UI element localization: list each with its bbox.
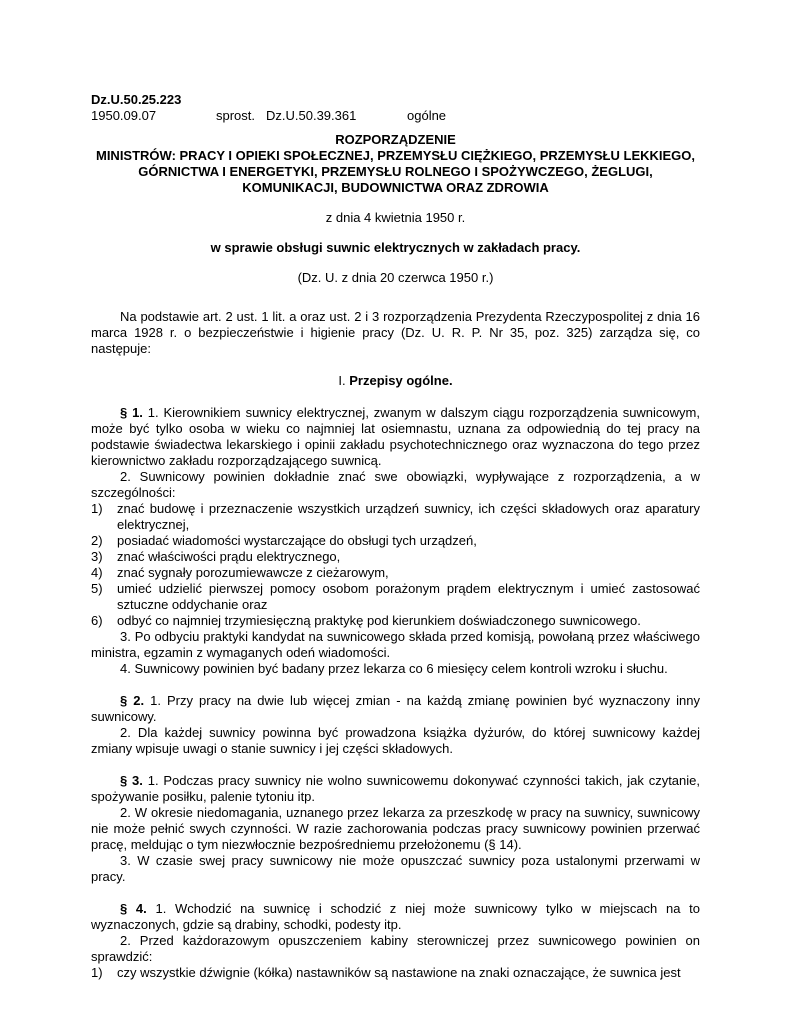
section-paragraph	[91, 693, 700, 725]
publication-note: (Dz. U. z dnia 20 czerwca 1950 r.)	[297, 270, 494, 285]
list-item	[91, 501, 700, 533]
section-paragraph: 2. Suwnicowy powinien dokładnie znać swe obowiązki, wypływające z rozporządzenia, a w szczególności:	[91, 469, 700, 500]
list-text: umieć udzielić pierwszej pomocy osobom porażonym prądem elektrycznym i umieć zastosować sztuczne oddychanie oraz	[117, 581, 700, 612]
list-number: 1)	[91, 501, 103, 516]
document-meta-row	[91, 108, 700, 124]
section-mark: § 3.	[120, 773, 143, 788]
document-page	[91, 92, 700, 981]
section-mark: § 2.	[120, 693, 145, 708]
list-item	[91, 533, 700, 549]
list-number: 4)	[91, 565, 103, 580]
section-paragraph: 3. Po odbyciu praktyki kandydat na suwnicowego składa przed komisją, powołaną przez właściwego ministra, egzamin z wymaganych odeń wiadomości.	[91, 629, 700, 660]
section-paragraph: 3. W czasie swej pracy suwnicowy nie może opuszczać suwnicy poza ustalonymi przerwami w pracy.	[91, 853, 700, 884]
list-text: odbyć co najmniej trzymiesięczną praktykę pod kierunkiem doświadczonego suwnicowego.	[117, 613, 641, 628]
paragraph-text: 1. Podczas pracy suwnicy nie wolno suwnicowemu dokonywać czynności takich, jak czytanie, spożywanie posiłku, palenie tytoniu itp.	[91, 773, 700, 804]
list-number: 2)	[91, 533, 103, 548]
preamble: Na podstawie art. 2 ust. 1 lit. a oraz ust. 2 i 3 rozporządzenia Prezydenta Rzeczypospolitej z dnia 16 marca 1928 r. o bezpieczeństwie i higienie pracy (Dz. U. R. P. Nr 35, poz. 325) zarządza się, co następuje:	[91, 309, 700, 356]
section-paragraph: 4. Suwnicowy powinien być badany przez lekarza co 6 miesięcy celem kontroli wzroku i słuchu.	[120, 661, 668, 676]
list-number: 3)	[91, 549, 103, 564]
act-date: z dnia 4 kwietnia 1950 r.	[325, 210, 466, 225]
section-paragraph: 2. W okresie niedomagania, uznanego przez lekarza za przeszkodę w pracy na suwnicy, suwnicowy nie może pełnić swych czynności. W razie zachorowania podczas pracy suwnicowy powinien przerwać pracę, meldując o tym niezwłocznie bezpośredniemu przełożonemu (§ 14).	[91, 805, 700, 852]
list-item	[91, 965, 700, 981]
title-line: ROZPORZĄDZENIE	[335, 132, 456, 147]
list-number: 6)	[91, 613, 103, 628]
list-item	[91, 613, 700, 629]
section-paragraph: 2. Przed każdorazowym opuszczeniem kabiny sterowniczej przez suwnicowego powinien on sprawdzić:	[91, 933, 700, 964]
document-date: 1950.09.07	[91, 108, 157, 123]
list-text: znać sygnały porozumiewawcze z cieżarowym,	[117, 565, 389, 580]
checks-list	[91, 965, 700, 981]
sprost-reference: Dz.U.50.39.361	[266, 108, 357, 123]
title-line: KOMUNIKACJI, BUDOWNICTWA ORAZ ZDROWIA	[242, 180, 549, 195]
requirements-list	[91, 501, 700, 629]
section-paragraph	[91, 773, 700, 805]
title-line: MINISTRÓW: PRACY I OPIEKI SPOŁECZNEJ, PRZEMYSŁU CIĘŻKIEGO, PRZEMYSŁU LEKKIEGO,	[95, 148, 696, 163]
section-3	[91, 773, 700, 885]
title-line: GÓRNICTWA I ENERGETYKI, PRZEMYSŁU ROLNEGO I SPOŻYWCZEGO, ŻEGLUGI,	[138, 164, 653, 179]
section-1	[91, 405, 700, 677]
document-title	[91, 132, 700, 196]
chapter-title: Przepisy ogólne.	[349, 373, 453, 388]
list-item	[91, 549, 700, 565]
chapter-heading: I. Przepisy ogólne.	[338, 373, 453, 388]
list-item	[91, 565, 700, 581]
list-number: 5)	[91, 581, 103, 596]
list-text: znać budowę i przeznaczenie wszystkich urządzeń suwnicy, ich części składowych oraz aparatury elektrycznej,	[117, 501, 700, 532]
section-paragraph: 2. Dla każdej suwnicy powinna być prowadzona książka dyżurów, do której suwnicowy każdej zmiany wpisuje uwagi o stanie suwnicy i jej części składowych.	[91, 725, 700, 756]
document-code: Dz.U.50.25.223	[91, 92, 182, 107]
document-category: ogólne	[407, 108, 447, 123]
list-number: 1)	[91, 965, 103, 980]
list-text: czy wszystkie dźwignie (kółka) nastawników są nastawione na znaki oznaczające, że suwnica jest	[117, 965, 681, 980]
paragraph-text: 1. Kierownikiem suwnicy elektrycznej, zwanym w dalszym ciągu rozporządzenia suwnicowym, może być tylko osoba w wieku co najmniej lat osiemnastu, uznana za odpowiednią do tej pracy na podstawie świadectwa lekarskiego i opinii zakładu psychotechnicznego oraz wyznaczona do tego przez kierownictwo zakładu rozporządzającego suwnicą.	[91, 405, 700, 468]
section-4	[91, 901, 700, 981]
section-paragraph	[91, 405, 700, 469]
act-subject: w sprawie obsługi suwnic elektrycznych w zakładach pracy.	[210, 240, 581, 255]
chapter-number: I	[338, 373, 343, 388]
list-item	[91, 581, 700, 613]
section-mark: § 4.	[120, 901, 147, 916]
paragraph-text: 1. Wchodzić na suwnicę i schodzić z niej może suwnicowy tylko w miejscach na to wyznaczonych, gdzie są drabiny, schodki, podesty itp.	[91, 901, 700, 932]
section-paragraph	[91, 901, 700, 933]
list-text: posiadać wiadomości wystarczające do obsługi tych urządzeń,	[117, 533, 477, 548]
section-mark: § 1.	[120, 405, 143, 420]
section-2	[91, 693, 700, 757]
sprost-label: sprost.	[216, 108, 256, 123]
paragraph-text: 1. Przy pracy na dwie lub więcej zmian - na każdą zmianę powinien być wyznaczony inny suwnicowy.	[91, 693, 700, 724]
list-text: znać właściwości prądu elektrycznego,	[117, 549, 341, 564]
